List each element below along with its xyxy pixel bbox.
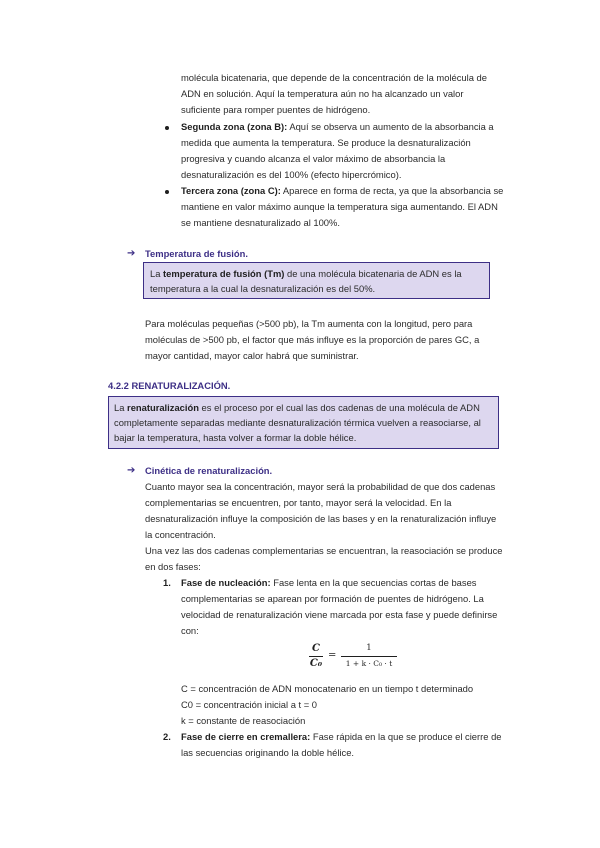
kinetics-paragraph-line: en dos fases: bbox=[145, 561, 201, 572]
phase2-text-line: las secuencias originando la doble hélice. bbox=[181, 747, 355, 758]
bullet-icon bbox=[165, 190, 169, 194]
renaturalization-definition-text: La bbox=[114, 402, 128, 413]
zone-b-first-line bbox=[181, 121, 494, 133]
phase2-first-line bbox=[181, 731, 502, 743]
zone-c-first-line bbox=[181, 185, 503, 197]
fusion-definition-line bbox=[150, 268, 462, 280]
zone-a-text-line: molécula bicatenaria, que depende de la concentración de la molécula de bbox=[181, 72, 487, 83]
formula-definition: C = concentración de ADN monocatenario en un tiempo t determinado bbox=[181, 683, 474, 694]
fusion-heading: Temperatura de fusión. bbox=[145, 248, 248, 259]
fusion-definition-line: temperatura a la cual la desnaturalización es del 50%. bbox=[150, 283, 376, 294]
phase1-text-line: con: bbox=[181, 625, 199, 636]
formula-equals: = bbox=[328, 650, 337, 661]
zone-b-label: Segunda zona (zona B): bbox=[181, 121, 288, 132]
formula-definition: C0 = concentración inicial a t = 0 bbox=[181, 699, 318, 710]
renaturalization-definition-term: renaturalización bbox=[127, 402, 199, 413]
zone-c-label: Tercera zona (zona C): bbox=[181, 185, 281, 196]
fraction-bar bbox=[309, 656, 323, 657]
renaturalization-definition-line: bajar la temperatura, hasta volver a formar la doble hélice. bbox=[114, 432, 357, 443]
formula-rhs-numerator: 1 bbox=[366, 643, 372, 653]
kinetics-paragraph-line: Una vez las dos cadenas complementarias se encuentran, la reasociación se produce bbox=[145, 545, 503, 556]
formula-lhs-numerator: C bbox=[312, 643, 320, 654]
phase-number: 2. bbox=[163, 731, 171, 742]
phase1-text-line: complementarias se aparean por formación de puentes de hidrógeno. La bbox=[181, 593, 484, 604]
kinetics-paragraph-line: complementarias se encuentren, por tanto, mayor será la velocidad. En la bbox=[145, 497, 452, 508]
kinetics-paragraph-line: la concentración. bbox=[145, 529, 216, 540]
zone-b-text: Aquí se observa un aumento de la absorbancia a bbox=[287, 121, 494, 132]
phase2-label: Fase de cierre en cremallera: bbox=[181, 731, 311, 742]
phase2-text: Fase rápida en la que se produce el cierre de bbox=[310, 731, 502, 742]
renaturalization-definition-line bbox=[114, 402, 480, 414]
zone-b-text-line: medida que aumenta la temperatura. Se produce la desnaturalización bbox=[181, 137, 471, 148]
fusion-definition-text: La bbox=[150, 268, 164, 279]
zone-c-text-line: mantiene en valor máximo aunque la temperatura siga aumentando. El ADN bbox=[181, 201, 498, 212]
phase1-text: Fase lenta en la que secuencias cortas de bases bbox=[270, 577, 477, 588]
phase1-label: Fase de nucleación: bbox=[181, 577, 271, 588]
renaturalization-definition-line: completamente separadas mediante desnaturalización térmica vuelven a reasociarse, al bbox=[114, 417, 481, 428]
zone-a-text-line: ADN en solución. Aquí la temperatura aún no ha alcanzado un valor bbox=[181, 88, 464, 99]
fusion-paragraph-line: Para moléculas pequeñas (>500 pb), la Tm aumenta con la longitud, pero para bbox=[145, 318, 473, 329]
formula-rhs-denominator: 1 + k · C₀ · t bbox=[345, 659, 393, 668]
zone-c-text-line: se mantiene desnaturalizado al 100%. bbox=[181, 217, 340, 228]
fusion-definition-term: temperatura de fusión (Tm) bbox=[163, 268, 285, 279]
kinetics-paragraph-line: desnaturalización influye la composición de las bases y en la renaturalización influye bbox=[145, 513, 497, 524]
zone-b-text-line: desnaturalización es del 100% (efecto hipercrómico). bbox=[181, 169, 402, 180]
renaturalization-formula bbox=[308, 643, 398, 675]
kinetics-heading: Cinética de renaturalización. bbox=[145, 465, 273, 476]
zone-c-text: Aparece en forma de recta, ya que la absorbancia se bbox=[280, 185, 504, 196]
formula-definition: k = constante de reasociación bbox=[181, 715, 306, 726]
formula-lhs-denominator: C₀ bbox=[309, 658, 323, 669]
fusion-paragraph-line: moléculas de >500 pb, el factor que más influye es la proporción de pares GC, a bbox=[145, 334, 480, 345]
fraction-bar bbox=[341, 656, 397, 657]
phase-number: 1. bbox=[163, 577, 171, 588]
bullet-icon bbox=[165, 126, 169, 130]
arrow-right-icon: ➔ bbox=[127, 465, 136, 476]
kinetics-paragraph-line: Cuanto mayor sea la concentración, mayor será la probabilidad de que dos cadenas bbox=[145, 481, 496, 492]
zone-a-text-line: suficiente para romper puentes de hidrógeno. bbox=[181, 104, 371, 115]
fusion-paragraph-line: mayor cantidad, mayor calor habrá que suministrar. bbox=[145, 350, 359, 361]
fusion-definition-text: de una molécula bicatenaria de ADN es la bbox=[284, 268, 462, 279]
arrow-right-icon: ➔ bbox=[127, 248, 136, 259]
phase1-first-line bbox=[181, 577, 476, 589]
zone-b-text-line: progresiva y cuando alcanza el valor máximo de absorbancia la bbox=[181, 153, 446, 164]
phase1-text-line: velocidad de renaturalización viene marcada por esta fase y puede definirse bbox=[181, 609, 498, 620]
section-heading: 4.2.2 RENATURALIZACIÓN. bbox=[108, 380, 231, 391]
renaturalization-definition-text: es el proceso por el cual las dos cadenas de una molécula de ADN bbox=[198, 402, 480, 413]
